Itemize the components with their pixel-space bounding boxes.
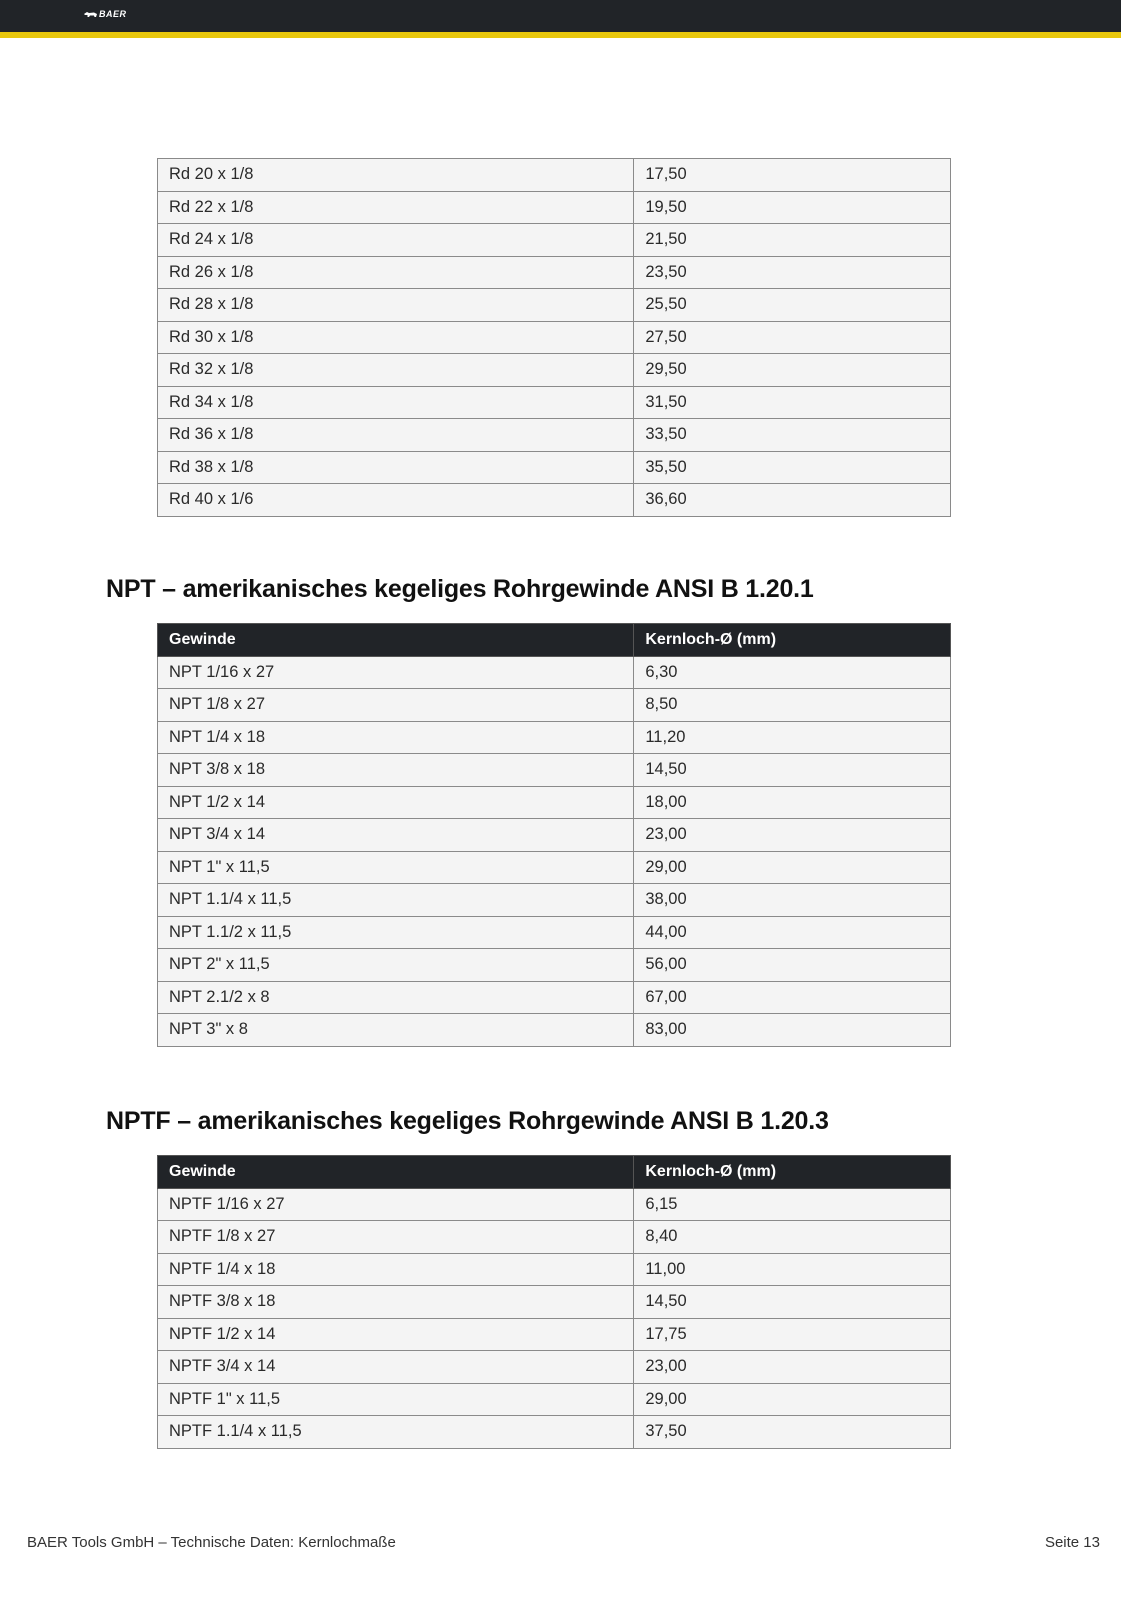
thread-size-cell: NPT 1" x 11,5 [158,851,634,884]
table-row [158,289,951,322]
core-hole-diameter-cell: 6,15 [634,1188,951,1221]
thread-size-cell: NPT 2.1/2 x 8 [158,981,634,1014]
core-hole-diameter-cell: 44,00 [634,916,951,949]
thread-size-cell: NPT 3" x 8 [158,1014,634,1047]
thread-size-cell: NPTF 1" x 11,5 [158,1383,634,1416]
thread-size-cell: Rd 26 x 1/8 [158,256,634,289]
thread-size-cell: NPT 1/2 x 14 [158,786,634,819]
thread-size-cell: Rd 22 x 1/8 [158,191,634,224]
thread-size-cell: NPT 3/8 x 18 [158,754,634,787]
core-hole-diameter-cell: 31,50 [634,386,951,419]
brand-logo [84,9,127,19]
bear-icon [84,11,97,18]
core-hole-diameter-cell: 17,50 [634,159,951,192]
core-hole-diameter-cell: 18,00 [634,786,951,819]
core-hole-diameter-cell: 6,30 [634,656,951,689]
table-row [158,949,951,982]
table-body [158,159,951,517]
core-hole-diameter-cell: 29,50 [634,354,951,387]
thread-size-cell: Rd 24 x 1/8 [158,224,634,257]
core-hole-diameter-cell: 23,00 [634,819,951,852]
thread-size-cell: Rd 20 x 1/8 [158,159,634,192]
table-header-row [158,624,951,657]
thread-size-cell: Rd 38 x 1/8 [158,451,634,484]
footer-document-title: BAER Tools GmbH – Technische Daten: Kernlochmaße [27,1534,396,1551]
core-hole-diameter-cell: 27,50 [634,321,951,354]
table-row [158,721,951,754]
core-hole-diameter-cell: 37,50 [634,1416,951,1449]
core-hole-diameter-cell: 25,50 [634,289,951,322]
core-hole-diameter-cell: 14,50 [634,1286,951,1319]
thread-size-cell: Rd 36 x 1/8 [158,419,634,452]
column-header-kernloch: Kernloch-Ø (mm) [634,1156,951,1189]
table-header-row [158,1156,951,1189]
table-row [158,419,951,452]
thread-size-cell: Rd 30 x 1/8 [158,321,634,354]
header-bar [0,0,1121,32]
thread-size-cell: NPT 1/16 x 27 [158,656,634,689]
table-row [158,1014,951,1047]
table-row [158,754,951,787]
table-row [158,386,951,419]
table-body [158,656,951,1046]
table-row [158,224,951,257]
section-title-npt: NPT – amerikanisches kegeliges Rohrgewinde ANSI B 1.20.1 [106,575,814,603]
table-row [158,916,951,949]
core-hole-diameter-cell: 23,00 [634,1351,951,1384]
column-header-kernloch: Kernloch-Ø (mm) [634,624,951,657]
table-row [158,981,951,1014]
thread-size-cell: NPTF 1/16 x 27 [158,1188,634,1221]
thread-size-cell: Rd 34 x 1/8 [158,386,634,419]
core-hole-diameter-cell: 19,50 [634,191,951,224]
thread-size-cell: NPT 1/4 x 18 [158,721,634,754]
table-row [158,1383,951,1416]
table-row [158,1286,951,1319]
core-hole-diameter-cell: 38,00 [634,884,951,917]
core-hole-diameter-cell: 8,50 [634,689,951,722]
thread-size-cell: NPT 3/4 x 14 [158,819,634,852]
table-row [158,851,951,884]
table-row [158,484,951,517]
core-hole-diameter-cell: 29,00 [634,1383,951,1416]
table-row [158,786,951,819]
thread-size-cell: NPTF 1/4 x 18 [158,1253,634,1286]
table-row [158,819,951,852]
thread-size-cell: NPT 1/8 x 27 [158,689,634,722]
core-hole-diameter-cell: 36,60 [634,484,951,517]
thread-size-cell: Rd 32 x 1/8 [158,354,634,387]
nptf-thread-table [157,1155,951,1449]
table-row [158,656,951,689]
core-hole-diameter-cell: 14,50 [634,754,951,787]
core-hole-diameter-cell: 35,50 [634,451,951,484]
table-row [158,451,951,484]
table-row [158,256,951,289]
core-hole-diameter-cell: 83,00 [634,1014,951,1047]
npt-thread-table [157,623,951,1047]
logo-text: BAER [99,9,127,19]
core-hole-diameter-cell: 8,40 [634,1221,951,1254]
section-title-nptf: NPTF – amerikanisches kegeliges Rohrgewinde ANSI B 1.20.3 [106,1107,829,1135]
header-accent-stripe [0,32,1121,38]
core-hole-diameter-cell: 17,75 [634,1318,951,1351]
table-row [158,159,951,192]
column-header-gewinde: Gewinde [158,624,634,657]
thread-size-cell: Rd 40 x 1/6 [158,484,634,517]
core-hole-diameter-cell: 29,00 [634,851,951,884]
thread-size-cell: NPTF 1.1/4 x 11,5 [158,1416,634,1449]
table-row [158,1351,951,1384]
table-row [158,354,951,387]
core-hole-diameter-cell: 23,50 [634,256,951,289]
thread-size-cell: NPTF 3/8 x 18 [158,1286,634,1319]
thread-size-cell: Rd 28 x 1/8 [158,289,634,322]
column-header-gewinde: Gewinde [158,1156,634,1189]
table-row [158,321,951,354]
table-body [158,1188,951,1448]
table-row [158,1318,951,1351]
thread-size-cell: NPTF 1/2 x 14 [158,1318,634,1351]
table-row [158,1221,951,1254]
rd-thread-table [157,158,951,517]
thread-size-cell: NPTF 1/8 x 27 [158,1221,634,1254]
footer-page-number: Seite 13 [1044,1534,1100,1551]
table-row [158,689,951,722]
core-hole-diameter-cell: 11,00 [634,1253,951,1286]
thread-size-cell: NPT 1.1/2 x 11,5 [158,916,634,949]
table-row [158,884,951,917]
table-row [158,1253,951,1286]
table-row [158,1188,951,1221]
core-hole-diameter-cell: 67,00 [634,981,951,1014]
thread-size-cell: NPT 2" x 11,5 [158,949,634,982]
thread-size-cell: NPTF 3/4 x 14 [158,1351,634,1384]
table-row [158,1416,951,1449]
core-hole-diameter-cell: 11,20 [634,721,951,754]
core-hole-diameter-cell: 56,00 [634,949,951,982]
core-hole-diameter-cell: 33,50 [634,419,951,452]
table-row [158,191,951,224]
core-hole-diameter-cell: 21,50 [634,224,951,257]
thread-size-cell: NPT 1.1/4 x 11,5 [158,884,634,917]
